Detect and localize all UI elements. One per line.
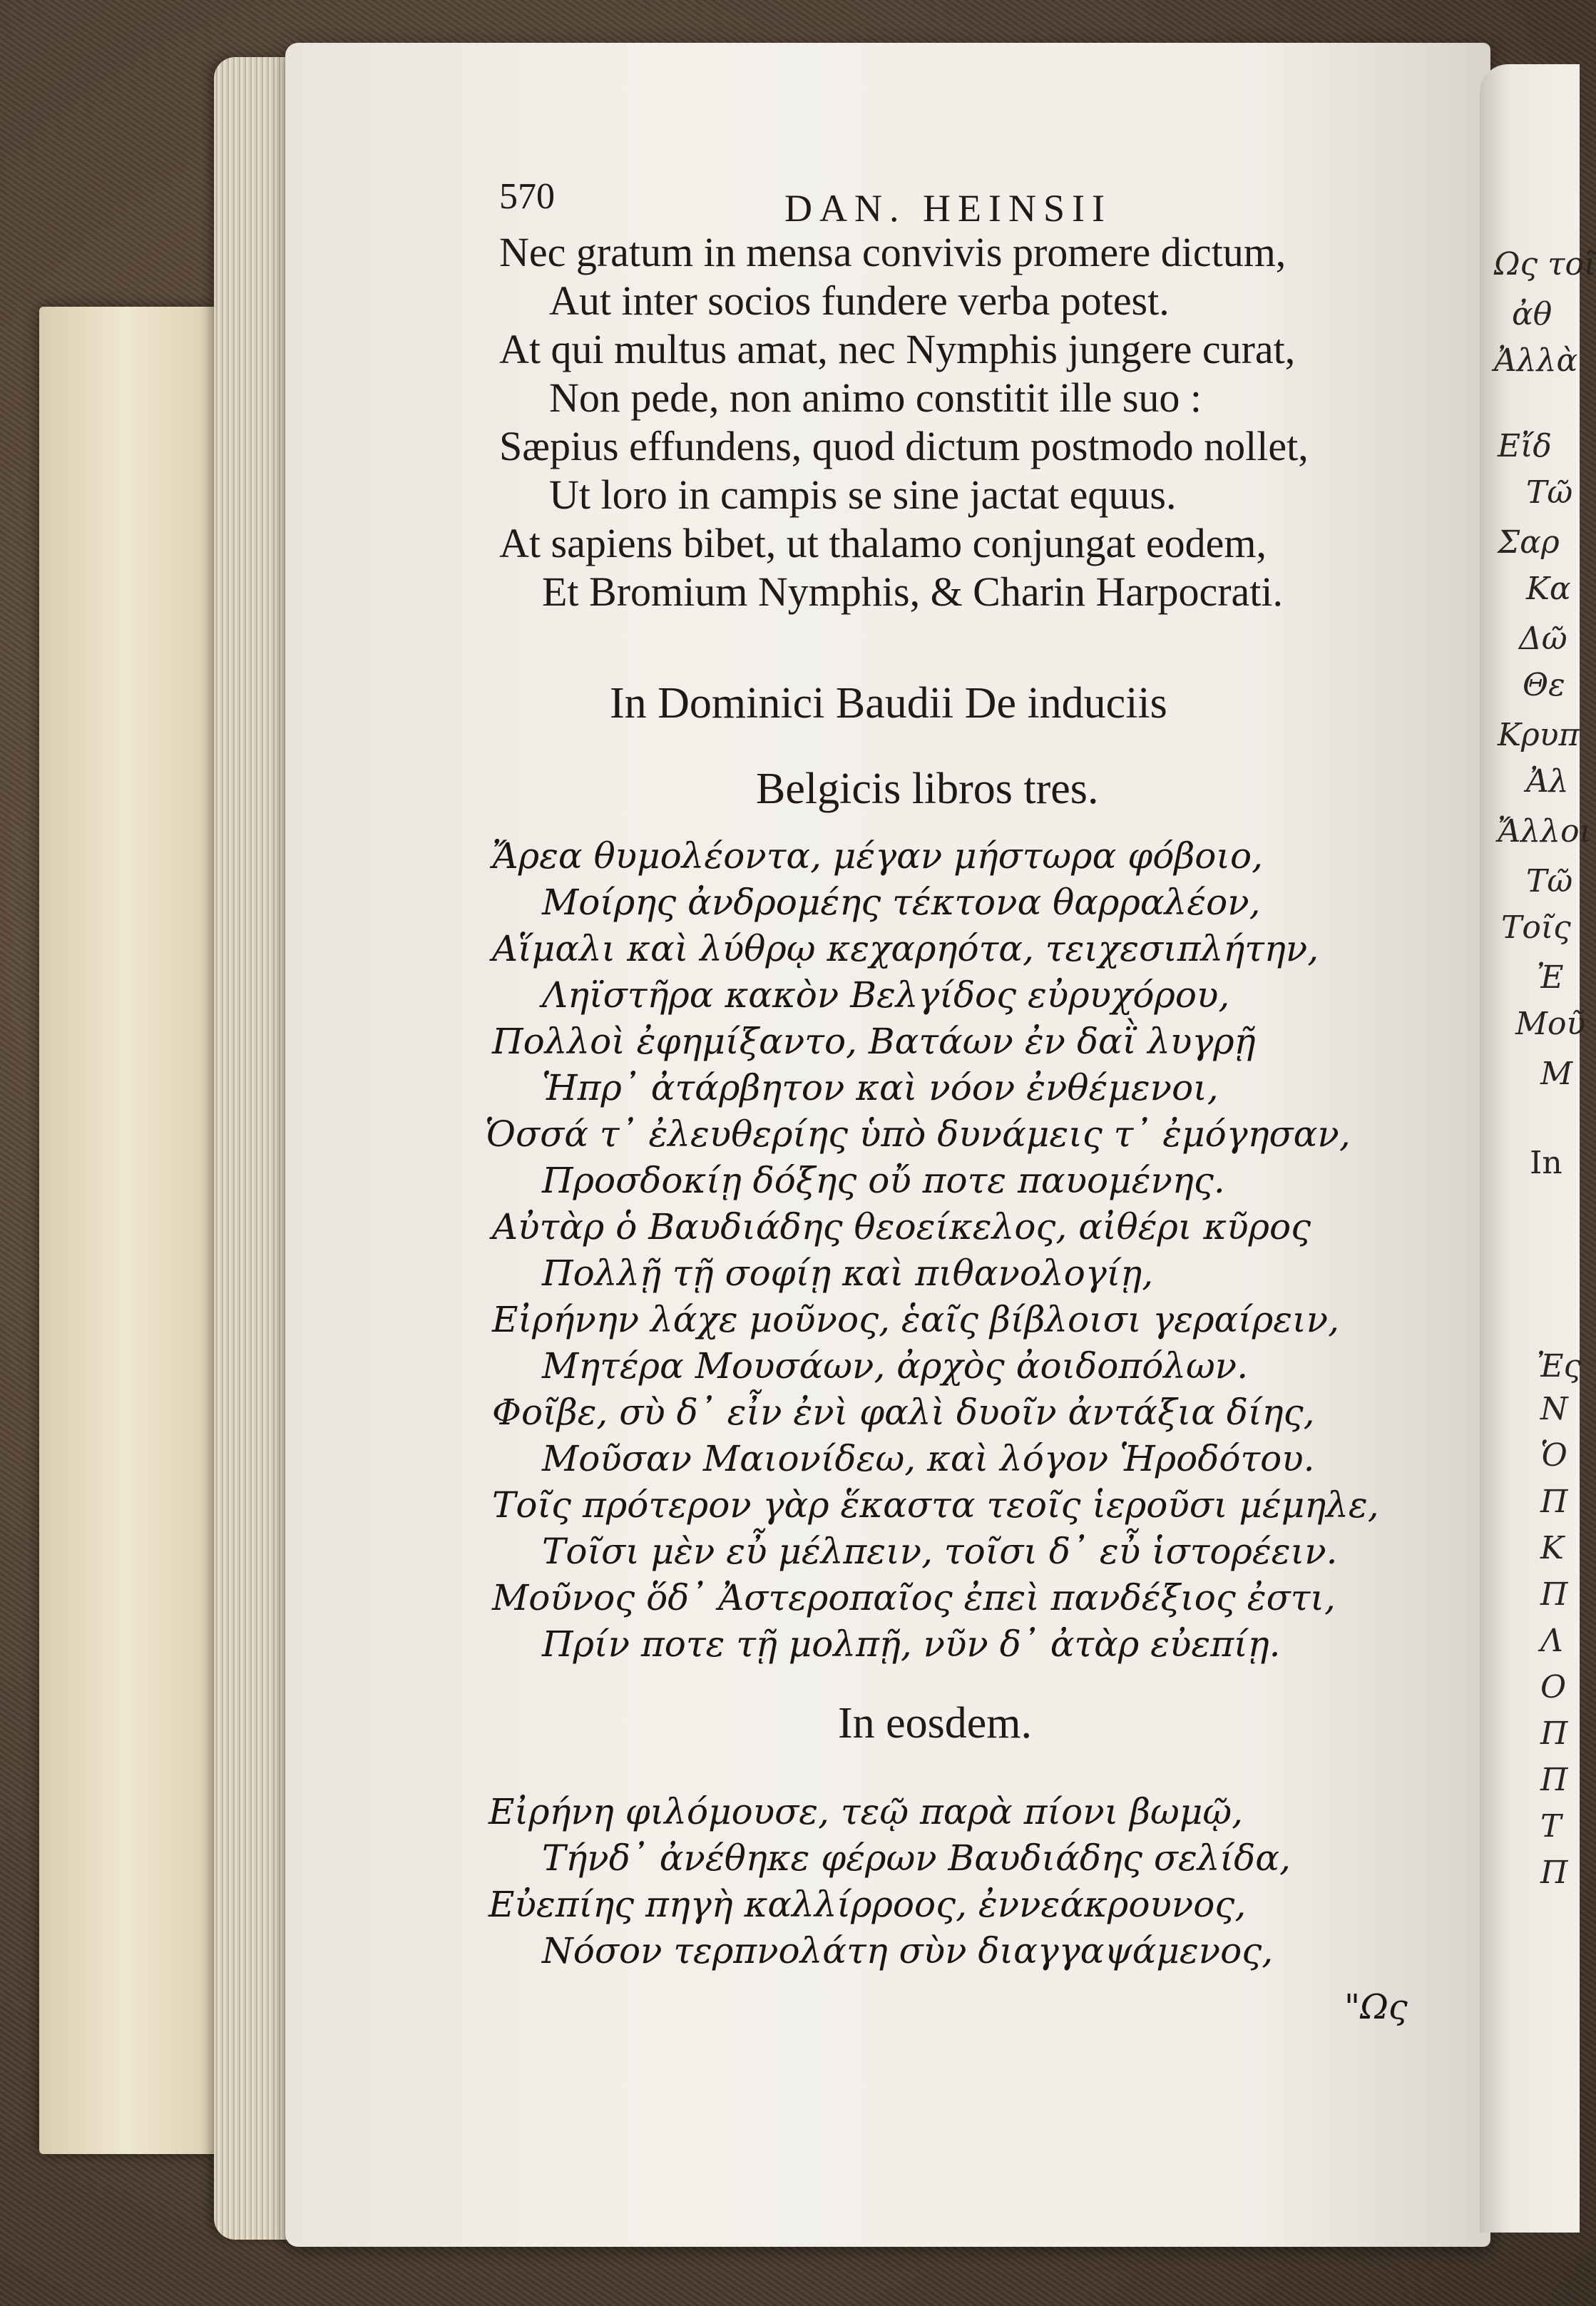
- greek-line-9: Αὐτὰρ ὁ Βαυδιάδης θεοείκελος, αἰθέρι κῦρος: [492, 1206, 1311, 1248]
- greek-line-3: Αἵμαλι καὶ λύθρῳ κεχαρηότα, τειχεσιπλήτην,: [492, 928, 1319, 969]
- greek-line-18: Πρίν ποτε τῇ μολπῇ, νῦν δ᾽ ἀτὰρ εὐεπίῃ.: [542, 1623, 1281, 1665]
- facing-fragment: Θε: [1523, 667, 1565, 703]
- latin-line-1: Nec gratum in mensa convivis promere dictum,: [499, 229, 1286, 275]
- greek2-line-3: Εὐεπίης πηγὴ καλλίρροος, ἐννεάκρουνος,: [488, 1884, 1247, 1925]
- facing-fragment: Τ: [1540, 1808, 1562, 1845]
- facing-fragment: Κ: [1540, 1530, 1564, 1566]
- latin-line-3: At qui multus amat, nec Nymphis jungere curat,: [499, 326, 1296, 372]
- facing-fragment: Ὁ: [1540, 1437, 1567, 1474]
- greek2-line-4: Νόσον τερπνολάτη σὺν διαγγαψάμενος,: [542, 1930, 1274, 1971]
- greek-line-14: Μοῦσαν Μαιονίδεω, καὶ λόγον Ἡροδότου.: [542, 1438, 1315, 1479]
- greek-line-16: Τοῖσι μὲν εὖ μέλπειν, τοῖσι δ᾽ εὖ ἱστορέειν.: [542, 1531, 1338, 1572]
- facing-fragment: Ἀλλὰ: [1494, 342, 1578, 379]
- facing-fragment: Κα: [1526, 571, 1571, 607]
- facing-fragment: Π: [1540, 1762, 1568, 1798]
- facing-fragment: Ν: [1540, 1391, 1568, 1427]
- greek-line-6: Ἡπρ᾽ ἀτάρβητον καὶ νόον ἐνθέμενοι,: [542, 1067, 1219, 1108]
- greek-line-8: Προσδοκίῃ δόξης οὔ ποτε παυομένης.: [542, 1160, 1225, 1201]
- facing-fragment: Τῶ: [1526, 863, 1573, 899]
- facing-fragment: Ἐς: [1537, 1348, 1582, 1384]
- facing-fragment: Ως τοῖ: [1494, 246, 1596, 282]
- greek-line-17: Μοῦνος ὅδ᾽ Ἀστεροπαῖος ἐπεὶ πανδέξιος ἐστι,: [492, 1577, 1336, 1618]
- section-title-line-2: Belgicis libros tres.: [756, 765, 1099, 813]
- facing-fragment: Δῶ: [1519, 621, 1567, 657]
- facing-fragment: Κρυπ: [1498, 717, 1580, 753]
- facing-fragment: Ἀλ: [1526, 763, 1569, 800]
- facing-fragment: Ο: [1540, 1669, 1567, 1705]
- catchword: "Ως: [1344, 1987, 1408, 2027]
- facing-fragment: Σαρ: [1498, 524, 1560, 561]
- facing-fragment: Μ: [1540, 1056, 1573, 1092]
- facing-fragment: Ἄλλοι: [1498, 813, 1592, 850]
- facing-fragment: Λ: [1540, 1623, 1563, 1659]
- facing-fragment: In: [1530, 1145, 1562, 1181]
- greek-line-13: Φοῖβε, σὺ δ᾽ εἶν ἐνὶ φαλὶ δυοῖν ἀντάξια δίης,: [492, 1392, 1315, 1433]
- section2-title: In eosdem.: [838, 1699, 1033, 1748]
- greek-line-2: Μοίρης ἀνδρομέης τέκτονα θαρραλέον,: [542, 882, 1261, 923]
- greek-line-12: Μητέρα Μουσάων, ἀρχὸς ἀοιδοπόλων.: [542, 1345, 1249, 1387]
- greek-line-11: Εἰρήνην λάχε μοῦνος, ἑαῖς βίβλοισι γεραίρειν,: [492, 1299, 1339, 1340]
- facing-fragment: Τοῖς: [1501, 909, 1571, 946]
- latin-line-7: At sapiens bibet, ut thalamo conjungat eodem,: [499, 520, 1267, 566]
- facing-fragment: ἀθ: [1512, 296, 1552, 332]
- facing-fragment: Μοῦ: [1515, 1006, 1586, 1042]
- latin-line-8: Et Bromium Nymphis, & Charin Harpocrati.: [542, 568, 1284, 615]
- greek-line-5: Πολλοὶ ἐφημίξαντο, Βατάων ἐν δαῒ λυγρῇ: [492, 1021, 1256, 1062]
- facing-fragment: Π: [1540, 1576, 1568, 1613]
- facing-fragment: Π: [1540, 1715, 1568, 1752]
- greek-line-15: Τοῖς πρότερον γὰρ ἕκαστα τεοῖς ἱεροῦσι μέμηλε,: [492, 1484, 1379, 1526]
- section-title-line-1: In Dominici Baudii De induciis: [610, 679, 1167, 728]
- facing-fragment: Ἐ: [1537, 959, 1564, 996]
- facing-fragment: Τῶ: [1526, 474, 1573, 511]
- greek-line-4: Ληϊστῆρα κακὸν Βελγίδος εὐρυχόρου,: [542, 974, 1230, 1016]
- page-number: 570: [499, 176, 555, 217]
- greek-line-10: Πολλῇ τῇ σοφίῃ καὶ πιθανολογίῃ,: [542, 1253, 1154, 1294]
- latin-line-2: Aut inter socios fundere verba potest.: [549, 277, 1170, 324]
- latin-line-6: Ut loro in campis se sine jactat equus.: [549, 471, 1177, 518]
- greek2-line-1: Εἰρήνη φιλόμουσε, τεῷ παρὰ πίονι βωμῷ,: [488, 1791, 1243, 1832]
- greek-line-1: Ἄρεα θυμολέοντα, μέγαν μήστωρα φόβοιο,: [492, 835, 1263, 877]
- greek-line-7: Ὁσσά τ᾽ ἐλευθερίης ὑπὸ δυνάμεις τ᾽ ἐμόγησαν,: [485, 1113, 1351, 1155]
- facing-fragment: Π: [1540, 1855, 1568, 1891]
- greek2-line-2: Τήνδ᾽ ἀνέθηκε φέρων Βαυδιάδης σελίδα,: [542, 1837, 1291, 1879]
- latin-line-4: Non pede, non animo constitit ille suo :: [549, 374, 1202, 421]
- facing-fragment: Εἴδ: [1498, 428, 1552, 464]
- running-head: DAN. HEINSII: [784, 187, 1112, 230]
- latin-line-5: Sæpius effundens, quod dictum postmodo nollet,: [499, 423, 1309, 469]
- facing-fragment: Π: [1540, 1484, 1568, 1520]
